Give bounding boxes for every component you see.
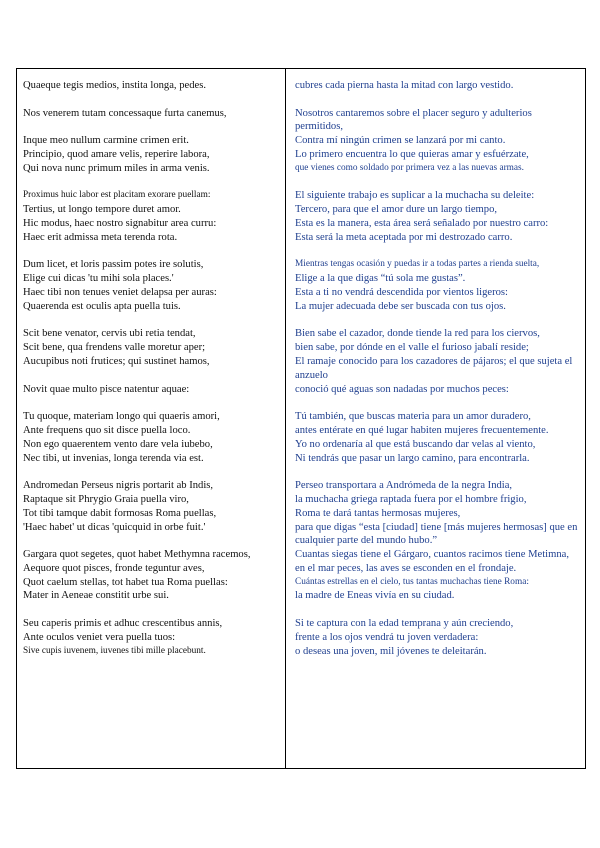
spanish-stanza: [295, 327, 581, 396]
spanish-line: Contra mí ningún crimen se lanzará por mi canto.: [295, 135, 506, 147]
latin-line: Scit bene, qua frendens valle moretur aper;: [23, 342, 206, 354]
spanish-stanza: [295, 617, 581, 658]
spanish-line: Elige a la que digas “tú sola me gustas”.: [295, 273, 466, 285]
latin-stanza: [23, 410, 279, 465]
spanish-line: Esta a ti no vendrá descendida por vientos ligeros:: [295, 286, 508, 298]
latin-line: Nec tibi, ut invenias, longa terenda via est.: [23, 452, 204, 464]
poem-table: [16, 68, 586, 769]
spanish-stanza: [295, 189, 581, 244]
column-divider: [285, 69, 286, 768]
spanish-line: Ni tendrás que pasar un largo camino, para encontrarla.: [295, 452, 530, 464]
latin-line: Mater in Aeneae constitit urbe sui.: [23, 590, 169, 602]
latin-line: Ante frequens quo sit disce puella loco.: [23, 424, 191, 436]
spanish-line: o deseas una joven, mil jóvenes te deleitarán.: [295, 645, 487, 657]
latin-line: 'Haec habet' ut dicas 'quicquid in orbe fuit.': [23, 521, 206, 533]
spanish-line: la madre de Eneas vivía en su ciudad.: [295, 590, 455, 602]
spanish-line: El ramaje conocido para los cazadores de pájaros; el que sujeta el anzuelo: [295, 355, 573, 381]
spanish-line: Bien sabe el cazador, donde tiende la red para los ciervos,: [295, 328, 540, 340]
latin-line: Quaeque tegis medios, instita longa, pedes.: [23, 80, 206, 91]
spanish-stanza: [295, 107, 581, 176]
latin-stanza: [23, 189, 279, 244]
spanish-line: Lo primero encuentra lo que quieras amar y esfuérzate,: [295, 148, 529, 160]
spanish-line: la muchacha griega raptada fuera por el hombre frigio,: [295, 493, 527, 505]
latin-line: Sive cupis iuvenem, iuvenes tibi mille placebunt.: [23, 645, 206, 656]
latin-line: Ante oculos veniet vera puella tuos:: [23, 631, 176, 643]
spanish-line: Perseo transportara a Andrómeda de la negra India,: [295, 480, 513, 492]
latin-stanza: [23, 617, 279, 658]
latin-stanza: [23, 383, 279, 397]
spanish-line: Cuántas estrellas en el cielo, tus tantas muchachas tiene Roma:: [295, 576, 529, 587]
latin-line: Haec tibi non tenues veniet delapsa per auras:: [23, 286, 217, 298]
latin-column: [23, 79, 279, 672]
latin-line: Tot tibi tamque dabit formosas Roma puellas,: [23, 507, 217, 519]
latin-stanza: [23, 258, 279, 313]
spanish-line: Yo no ordenaría al que está buscando dar velas al viento,: [295, 438, 536, 450]
spanish-line: Nosotros cantaremos sobre el placer seguro y adulterios permitidos,: [295, 107, 532, 133]
spanish-line: cubres cada pierna hasta la mitad con largo vestido.: [295, 80, 514, 91]
latin-stanza: [23, 107, 279, 121]
latin-line: Proximus huic labor est placitam exorare puellam:: [23, 190, 211, 201]
spanish-line: que vienes como soldado por primera vez a las nuevas armas.: [295, 162, 524, 173]
spanish-line: Mientras tengas ocasión y puedas ir a todas partes a rienda suelta,: [295, 259, 540, 270]
spanish-stanza: [295, 79, 581, 93]
latin-stanza: [23, 134, 279, 175]
spanish-line: Cuantas siegas tiene el Gárgaro, cuantos racimos tiene Metimna,: [295, 549, 569, 561]
spanish-column: [295, 79, 581, 672]
latin-stanza: [23, 548, 279, 603]
spanish-line: Tercero, para que el amor dure un largo tiempo,: [295, 204, 498, 216]
latin-line: Non ego quaerentem vento dare vela iubebo,: [23, 438, 213, 450]
latin-line: Seu caperis primis et adhuc crescentibus annis,: [23, 618, 223, 630]
spanish-line: La mujer adecuada debe ser buscada con tus ojos.: [295, 300, 506, 312]
latin-line: Haec erit admissa meta terenda rota.: [23, 231, 178, 243]
latin-stanza: [23, 79, 279, 93]
spanish-line: Esta será la meta aceptada por mi destrozado carro.: [295, 231, 513, 243]
latin-line: Inque meo nullum carmine crimen erit.: [23, 135, 189, 147]
latin-stanza: [23, 479, 279, 534]
latin-line: Nos venerem tutam concessaque furta canemus,: [23, 107, 227, 119]
spanish-line: Roma te dará tantas hermosas mujeres,: [295, 507, 461, 519]
spanish-line: conoció qué aguas son nadadas por muchos peces:: [295, 383, 509, 395]
latin-line: Aucupibus noti frutices; qui sustinet hamos,: [23, 355, 210, 367]
latin-stanza: [23, 327, 279, 368]
spanish-line: Si te captura con la edad temprana y aún creciendo,: [295, 618, 514, 630]
latin-line: Tertius, ut longo tempore duret amor.: [23, 204, 181, 216]
spanish-stanza: [295, 410, 581, 465]
latin-line: Aequore quot pisces, fronde teguntur aves,: [23, 562, 205, 574]
spanish-stanza: [295, 479, 581, 603]
latin-line: Novit quae multo pisce natentur aquae:: [23, 383, 190, 395]
spanish-line: Tú también, que buscas materia para un amor duradero,: [295, 411, 531, 423]
latin-line: Principio, quod amare velis, reperire labora,: [23, 148, 210, 160]
spanish-line: en el mar peces, las aves se esconden en el frondaje.: [295, 562, 517, 574]
latin-line: Elige cui dicas 'tu mihi sola places.': [23, 273, 174, 285]
spanish-line: para que digas “esta [ciudad] tiene [más mujeres hermosas] que en cualquier parte del mundo hubo.”: [295, 521, 578, 547]
spanish-line: Esta es la manera, esta área será señalado por nuestro carro:: [295, 217, 549, 229]
latin-line: Dum licet, et loris passim potes ire solutis,: [23, 259, 204, 271]
latin-line: Scit bene venator, cervis ubi retia tendat,: [23, 328, 196, 340]
spanish-line: bien sabe, por dónde en el valle el furioso jabalí reside;: [295, 342, 529, 354]
spanish-stanza: [295, 258, 581, 313]
latin-line: Tu quoque, materiam longo qui quaeris amori,: [23, 411, 220, 423]
latin-line: Quot caelum stellas, tot habet tua Roma puellas:: [23, 576, 228, 588]
latin-line: Quaerenda est oculis apta puella tuis.: [23, 300, 181, 312]
latin-line: Gargara quot segetes, quot habet Methymna racemos,: [23, 549, 251, 561]
spanish-line: antes entérate en qué lugar habiten mujeres frecuentemente.: [295, 424, 549, 436]
spanish-line: El siguiente trabajo es suplicar a la muchacha su deleite:: [295, 190, 535, 202]
latin-line: Andromedan Perseus nigris portarit ab Indis,: [23, 480, 214, 492]
latin-line: Qui nova nunc primum miles in arma venis.: [23, 162, 210, 174]
latin-line: Raptaque sit Phrygio Graia puella viro,: [23, 493, 189, 505]
latin-line: Hic modus, haec nostro signabitur area curru:: [23, 217, 217, 229]
spanish-line: frente a los ojos vendrá tu joven verdadera:: [295, 631, 479, 643]
